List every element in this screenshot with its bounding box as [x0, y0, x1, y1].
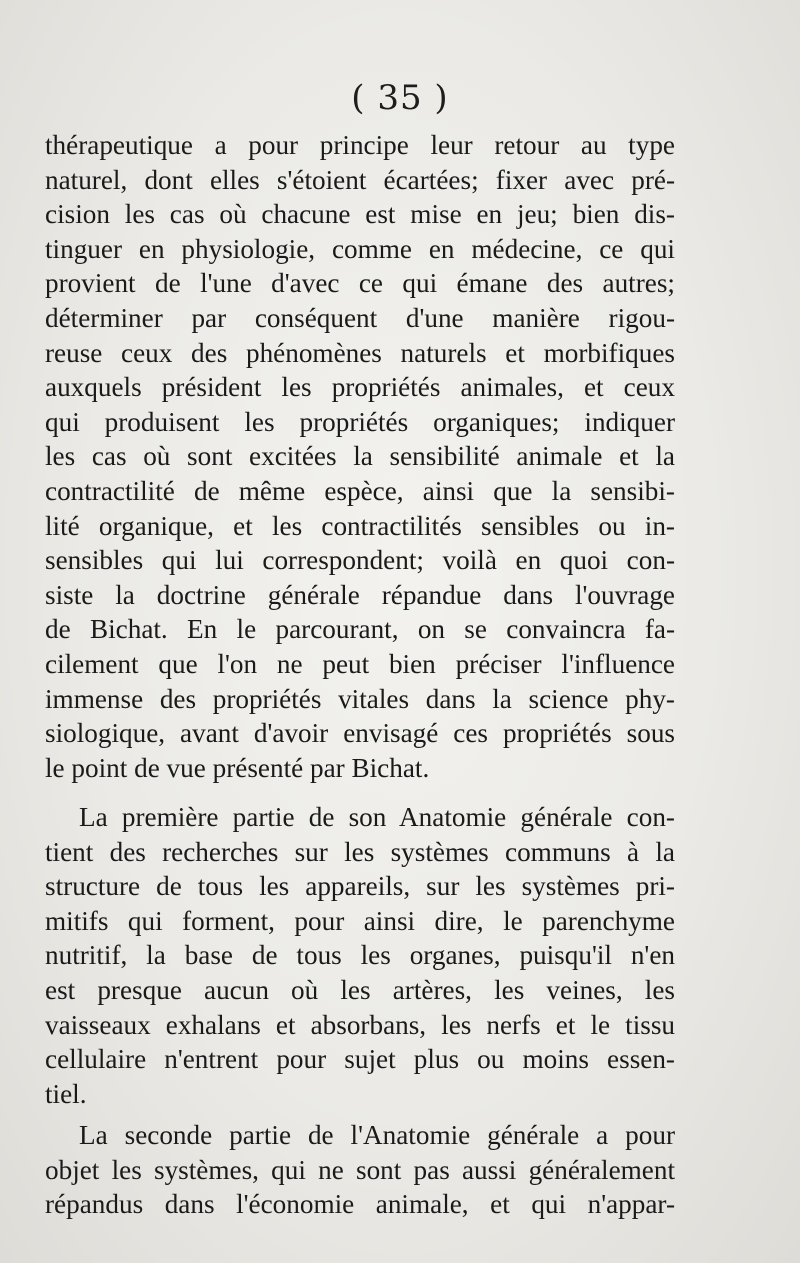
- text-line: vaisseaux exhalans et absorbans, les nerfs et le tissu: [45, 1009, 675, 1040]
- text-line: tient des recherches sur les systèmes communs à la: [45, 836, 675, 867]
- paragraph-2: [45, 800, 675, 1111]
- text-line: immense des propriétés vitales dans la science phy-: [45, 683, 675, 714]
- text-line: reuse ceux des phénomènes naturels et morbifiques: [45, 337, 675, 368]
- text-line: objet les systèmes, qui ne sont pas aussi généralement: [45, 1154, 675, 1185]
- text-line: lité organique, et les contractilités sensibles ou in-: [45, 510, 675, 541]
- text-line: les cas où sont excitées la sensibilité animale et la: [45, 441, 675, 472]
- text-line: mitifs qui forment, pour ainsi dire, le parenchyme: [45, 905, 675, 936]
- text-line: est presque aucun où les artères, les veines, les: [45, 974, 675, 1005]
- text-line: répandus dans l'économie animale, et qui n'appar-: [45, 1189, 675, 1220]
- text-line: déterminer par conséquent d'une manière rigou-: [45, 302, 675, 333]
- text-line: naturel, dont elles s'étoient écartées; fixer avec pré-: [45, 164, 675, 195]
- text-line: contractilité de même espèce, ainsi que la sensibi-: [45, 475, 675, 506]
- text-line: La première partie de son Anatomie générale con-: [79, 802, 675, 832]
- text-line: siste la doctrine générale répandue dans l'ouvrage: [45, 579, 675, 610]
- paragraph-3: [45, 1118, 675, 1222]
- text-line: sensibles qui lui correspondent; voilà en quoi con-: [45, 545, 675, 576]
- text-line: siologique, avant d'avoir envisagé ces propriétés sous: [45, 718, 675, 749]
- text-line: provient de l'une d'avec ce qui émane des autres;: [45, 268, 675, 299]
- text-line: La seconde partie de l'Anatomie générale a pour: [79, 1120, 675, 1150]
- text-line: qui produisent les propriétés organiques; indiquer: [45, 406, 675, 437]
- text-line: cilement que l'on ne peut bien préciser l'influence: [45, 648, 675, 679]
- text-line: cellulaire n'entrent pour sujet plus ou moins essen-: [45, 1044, 675, 1075]
- text-line: tinguer en physiologie, comme en médecine, ce qui: [45, 233, 675, 264]
- text-line: le point de vue présenté par Bichat.: [45, 752, 430, 783]
- text-line: tiel.: [45, 1078, 87, 1109]
- text-line: de Bichat. En le parcourant, on se convaincra fa-: [45, 614, 675, 645]
- text-line: cision les cas où chacune est mise en jeu; bien dis-: [45, 199, 675, 230]
- page-number: ( 35 ): [351, 78, 449, 118]
- text-line: thérapeutique a pour principe leur retour au type: [45, 130, 675, 160]
- paragraph-1: [45, 128, 675, 785]
- text-line: nutritif, la base de tous les organes, puisqu'il n'en: [45, 940, 675, 971]
- text-line: auxquels président les propriétés animales, et ceux: [45, 372, 675, 403]
- text-line: structure de tous les appareils, sur les systèmes pri-: [45, 871, 675, 902]
